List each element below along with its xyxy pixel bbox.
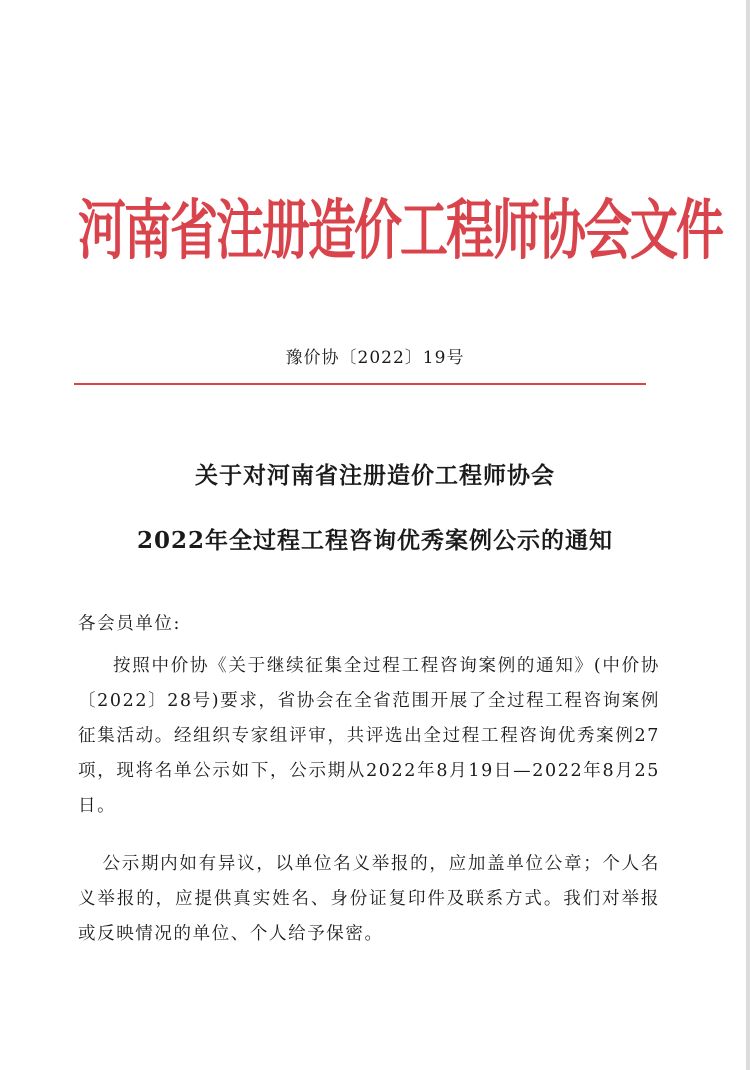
document-title-line-2: 2022年全过程工程咨询优秀案例公示的通知 bbox=[136, 527, 613, 554]
red-divider bbox=[74, 383, 646, 385]
body-paragraph-1: 按照中价协《关于继续征集全过程工程咨询案例的通知》(中价协〔2022〕28号)要求，省协会在全省范围开展了全过程工程咨询案例征集活动。经组织专家组评审，共评选出全过程工程咨询优秀案例27项，现将名单公示如下，公示期从2022年8月19日—2022年8月25日。 bbox=[78, 656, 660, 816]
document-masthead: 河南省注册造价工程师协会文件 bbox=[78, 193, 723, 269]
document-title-line-1: 关于对河南省注册造价工程师协会 bbox=[195, 462, 555, 489]
document-number: 豫价协〔2022〕19号 bbox=[285, 348, 465, 368]
body-paragraph-2: 公示期内如有异议，以单位名义举报的，应加盖单位公章；个人名义举报的，应提供真实姓名、身份证复印件及联系方式。我们对举报或反映情况的单位、个人给予保密。 bbox=[78, 854, 660, 944]
salutation: 各会员单位: bbox=[78, 614, 181, 634]
